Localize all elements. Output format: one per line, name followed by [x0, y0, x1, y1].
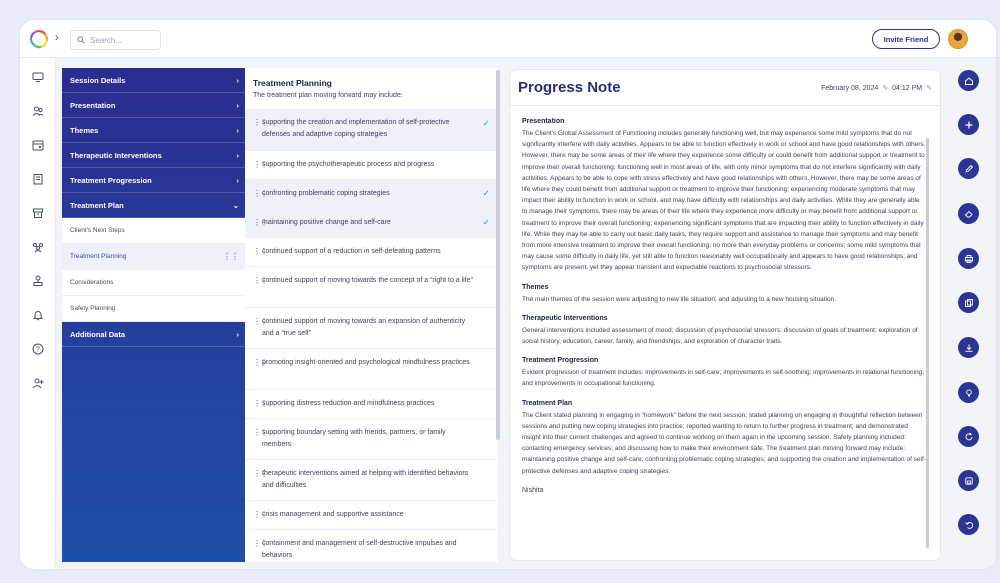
option-row[interactable]	[245, 267, 498, 308]
section-treatment-plan[interactable]	[62, 193, 245, 218]
option-text: supporting boundary setting with friends, partners, or family members	[262, 429, 446, 448]
section-label: Treatment Plan	[70, 200, 124, 210]
note-header	[510, 70, 940, 106]
lightbulb-icon	[964, 388, 974, 398]
drag-handle-icon[interactable]: ⋮⋮	[253, 358, 267, 367]
option-text: continued support of moving towards the concept of a “right to a life”	[262, 277, 473, 284]
section-therapeutic-interventions[interactable]	[62, 143, 245, 168]
chevron-right-icon: ›	[236, 329, 239, 339]
checkmark-icon: ✓	[482, 118, 490, 128]
section-label: Additional Data	[70, 329, 126, 339]
section-themes[interactable]	[62, 118, 245, 143]
subitem-label: Safety Planning	[70, 305, 116, 312]
drag-handle-icon[interactable]: ⋮⋮	[253, 118, 267, 127]
drag-handle-icon[interactable]: ⋮⋮	[253, 189, 267, 198]
collapse-toggle-icon[interactable]: ›	[55, 32, 59, 44]
subitem-label: Considerations	[70, 279, 114, 286]
checkmark-icon: ✓	[482, 188, 490, 198]
option-row[interactable]	[245, 238, 498, 267]
section-label: Session Details	[70, 75, 126, 85]
option-row[interactable]	[245, 501, 498, 530]
section-presentation[interactable]	[62, 93, 245, 118]
note-scrollbar[interactable]	[926, 138, 929, 548]
option-text: maintaining positive change and self-care	[262, 219, 391, 226]
subitem-considerations[interactable]	[62, 270, 245, 296]
note-section-themes	[522, 284, 926, 305]
org-chart-icon[interactable]	[31, 274, 45, 288]
option-row[interactable]	[245, 209, 498, 238]
option-row[interactable]	[245, 180, 498, 209]
avatar[interactable]	[948, 29, 968, 49]
note-heading: Presentation	[522, 118, 565, 125]
drag-handle-icon[interactable]: ⋮⋮	[253, 399, 267, 408]
drag-handle-icon[interactable]: ⋮⋮	[253, 218, 267, 227]
users-icon[interactable]	[31, 104, 45, 118]
section-session-details[interactable]	[62, 68, 245, 93]
note-title: Progress Note	[518, 79, 621, 96]
note-heading: Themes	[522, 283, 549, 291]
option-text: promoting insight-oriented and psychological mindfulness practices	[262, 359, 470, 366]
edit-button[interactable]	[958, 158, 979, 179]
copy-icon	[964, 298, 974, 308]
add-button[interactable]	[958, 114, 979, 135]
edit-date-icon[interactable]: ✎	[882, 85, 889, 92]
option-text: supporting the psychotherapeutic process and progress	[262, 161, 435, 168]
group-icon[interactable]	[31, 240, 45, 254]
note-section-interventions	[522, 315, 926, 347]
option-text: supporting distress reduction and mindfulness practices	[262, 400, 435, 407]
note-date: February 08, 2024	[821, 84, 879, 92]
option-text: confronting problematic coping strategies	[262, 190, 390, 197]
section-additional-data[interactable]	[62, 322, 245, 347]
refresh-icon	[964, 432, 974, 442]
chevron-right-icon: ›	[236, 175, 239, 185]
note-time: 04:12 PM	[892, 84, 923, 92]
subitem-label: Treatment Planning	[70, 253, 127, 260]
top-bar	[20, 20, 996, 58]
logo-icon[interactable]	[29, 29, 49, 49]
search-box[interactable]	[70, 30, 161, 50]
note-paragraph: The main themes of the session were adjusting to new life situation; and adjusting to a new housing situation.	[522, 295, 836, 303]
drag-handle-icon[interactable]: ⋮⋮	[253, 539, 267, 548]
eraser-icon	[964, 209, 974, 219]
options-title: Treatment Planning	[253, 78, 332, 88]
section-label: Presentation	[70, 100, 116, 110]
section-label: Themes	[70, 125, 99, 135]
options-scrollbar[interactable]	[496, 70, 500, 440]
subitem-treatment-planning[interactable]	[62, 244, 245, 270]
note-paragraph: The Client's Global Assessment of Functioning includes generally functioning well, but may experience some mild symptoms that do not significantly interfere with daily activities. Appears to be able to function effectively in work or school and have good relationships with others. However, there may be some areas of their life where they experience some difficulty or could benefit from additional support or treatment to improve their overall functioning; functioning well in most areas of life, with only minor symptoms that do not interfere significantly with daily activities. Appears to be able to cope with stress effectively and have good relationships with others. However, there may be some areas of life where they could benefit from additional support or treatment to improve their functioning; experiencing moderate symptoms that may impact their ability to function in work or school, and may have difficulty with relationships and daily activities. While they are generally able to manage their symptoms, there may be areas of their life where they experience more difficulty or may benefit from additional support or treatment to improve their overall functioning; experiencing significant symptoms that are impacting their ability to function effectively in daily life. While they may be able to carry out basic daily tasks, they require support and assistance to manage their symptoms and may benefit from more intensive treatment to improve their overall functioning; no more than everyday problems or concerns; some mild symptoms that may cause some difficulty in daily life, yet still able to function reasonably well occupationally and appears to have good relationships; and symptoms are present, yet they appear transient and expectable reactions to psychosocial stressors.	[522, 130, 926, 272]
drag-handle-icon[interactable]: ⋮⋮	[253, 510, 267, 519]
option-row[interactable]	[245, 308, 498, 349]
option-text: continued support of a reduction in self-defeating patterns	[262, 248, 441, 255]
app-window	[20, 20, 996, 569]
chevron-right-icon: ›	[236, 100, 239, 110]
monitor-icon[interactable]	[31, 70, 45, 84]
search-icon	[77, 36, 85, 44]
action-rail	[948, 58, 996, 569]
note-signature: Nishita	[522, 486, 544, 494]
home-button[interactable]	[958, 70, 979, 91]
note-section-presentation	[522, 118, 926, 274]
checkmark-icon: ✓	[482, 217, 490, 227]
note-heading: Treatment Plan	[522, 399, 573, 407]
option-text: supporting the creation and implementation of self-protective defenses and adaptive coping strategies	[262, 119, 450, 138]
option-text: therapeutic interventions aimed at helping with identified behaviors and difficulties	[262, 470, 469, 489]
eraser-button[interactable]	[958, 203, 979, 224]
building-icon[interactable]	[31, 172, 45, 186]
note-heading: Treatment Progression	[522, 357, 599, 365]
copy-button[interactable]	[958, 292, 979, 313]
calendar-icon[interactable]	[31, 138, 45, 152]
help-icon[interactable]	[31, 342, 45, 356]
edit-time-icon[interactable]: ✎	[926, 85, 932, 92]
option-text: crisis management and supportive assistance	[262, 511, 404, 518]
option-row[interactable]	[245, 460, 498, 501]
note-paragraph: General interventions included assessment of mood; discussion of psychosocial stressors; discussion of goals of treatment; exploration of social history, education, career, family, and friendships; and exploration of character traits.	[522, 326, 918, 346]
chevron-right-icon: ›	[236, 125, 239, 135]
section-panel	[62, 68, 245, 562]
chevron-right-icon: ›	[236, 75, 239, 85]
save-button[interactable]	[958, 470, 979, 491]
section-label: Therapeutic Interventions	[70, 150, 162, 160]
undo-icon	[964, 520, 974, 530]
options-header	[245, 68, 498, 110]
note-paragraph: Evident progression of treatment includes: improvements in self-care; improvements in self-soothing; improvements in relational functioning; and improvements in occupational functioning.	[522, 369, 925, 388]
drag-handle-icon[interactable]: ⋮⋮	[253, 428, 267, 437]
option-text: continued support of moving towards an expansion of authenticity and a “true self”	[262, 318, 466, 337]
options-subtitle: The treatment plan moving forward may include:	[253, 92, 403, 99]
chevron-down-icon: ⌄	[232, 200, 239, 210]
print-icon	[964, 254, 974, 264]
option-row[interactable]	[245, 419, 498, 460]
drag-handle-icon[interactable]: ⋮⋮	[253, 247, 267, 256]
option-text: containment and management of self-destructive impulses and behaviors	[262, 540, 457, 559]
bell-icon[interactable]	[31, 308, 45, 322]
home-icon	[964, 76, 974, 86]
drag-handle-icon[interactable]: ⋮⋮	[253, 160, 267, 169]
refresh-button[interactable]	[958, 426, 979, 447]
add-icon	[964, 120, 974, 130]
subitem-clients-next-steps[interactable]	[62, 218, 245, 244]
edit-icon	[964, 164, 974, 174]
section-treatment-progression[interactable]	[62, 168, 245, 193]
save-icon	[964, 476, 974, 486]
note-body[interactable]	[522, 118, 926, 548]
download-button[interactable]	[958, 337, 979, 358]
left-nav-rail	[20, 58, 56, 569]
note-paragraph: The Client stated planning in engaging in "homework" before the next session; stated planning on engaging in thoughtful reflection between sessions and putting new coping strategies into practice; reported wanting to return to further progress in treatment; and demonstrated insight into their current challenges and agreed to continue working on them again in the upcoming session. Safety planning included: contacting emergency services; and discussing how to make their environment safe. The treatment plan moving forward may include: maintaining positive change and self-care; confronting problematic coping strategies; and supporting the creation and implementation of self-protective defenses and adaptive coping strategies.	[522, 411, 926, 475]
note-section-progression	[522, 357, 926, 389]
archive-icon[interactable]	[31, 206, 45, 220]
option-row[interactable]	[245, 151, 498, 180]
option-row[interactable]	[245, 530, 498, 562]
note-section-treatment-plan	[522, 400, 926, 477]
drag-handle-icon[interactable]: ⋮⋮	[253, 317, 267, 326]
options-panel	[245, 68, 498, 562]
note-datetime	[821, 84, 932, 92]
option-row[interactable]	[245, 110, 498, 151]
subitem-label: Client's Next Steps	[70, 227, 125, 234]
print-button[interactable]	[958, 248, 979, 269]
progress-note-panel	[510, 70, 940, 560]
option-row[interactable]	[245, 349, 498, 390]
drag-handle-icon[interactable]: ⋮⋮	[253, 276, 267, 285]
svg-text:?: ?	[36, 346, 40, 354]
add-user-icon[interactable]	[31, 376, 45, 390]
drag-handle-icon[interactable]: ⋮⋮	[253, 469, 267, 478]
insight-button[interactable]	[958, 382, 979, 403]
invite-friend-button[interactable]: Invite Friend	[872, 29, 940, 49]
subitem-safety-planning[interactable]	[62, 296, 245, 322]
download-icon	[964, 343, 974, 353]
chevron-right-icon: ›	[236, 150, 239, 160]
search-input[interactable]	[90, 36, 150, 45]
section-label: Treatment Progression	[70, 175, 152, 185]
option-row[interactable]	[245, 390, 498, 419]
drag-handle-icon[interactable]: ⋮⋮	[223, 252, 239, 261]
note-heading: Therapeutic Interventions	[522, 314, 608, 322]
undo-button[interactable]	[958, 514, 979, 535]
